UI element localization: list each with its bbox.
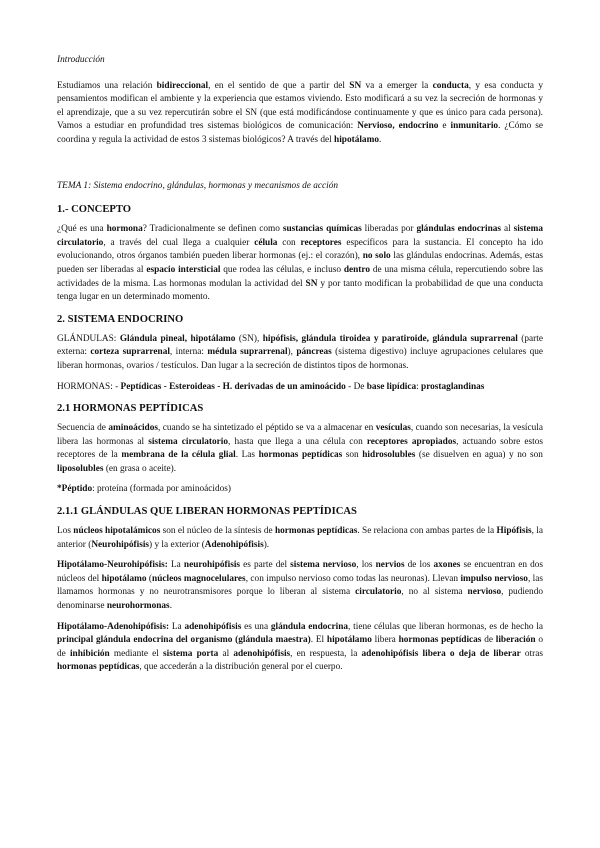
text-run: , cuando son necesarias, la vesícula libera las hormonas al bbox=[57, 423, 543, 447]
bold-term: axones bbox=[433, 560, 461, 571]
text-run: y por tanto modifican la probabilidad de que una conducta tenga lugar en un determinado momento. bbox=[57, 278, 543, 303]
text-run: , hasta que llega a una célula con bbox=[228, 436, 367, 447]
bold-term: Hipotálamo-Neurohipófisis: bbox=[57, 560, 168, 571]
text-run: Los bbox=[57, 526, 74, 537]
text-run: , interna: bbox=[169, 347, 208, 358]
bold-term: Peptídicas - Esteroideas - H. derivadas de un aminoácido bbox=[120, 381, 346, 392]
bold-term: neurohipófisis bbox=[183, 560, 241, 571]
text-run: , las llamamos hormonas y no neurotransmisores porque lo liberan al sistema bbox=[57, 573, 544, 598]
bold-term: corteza suprarrenal bbox=[90, 347, 170, 358]
bold-term: célula bbox=[254, 237, 278, 248]
text-run: La bbox=[169, 621, 185, 632]
text-run: HORMONAS: - bbox=[57, 381, 121, 392]
bold-term: adenohipófisis libera o deja de liberar bbox=[361, 648, 521, 659]
text-run: de bbox=[481, 635, 496, 646]
text-run: (sistema digestivo) incluye agrupaciones celulares que liberan hormonas, ovarios / testículos. Dan lugar a la secreción de distintos tipos de hormonas. bbox=[57, 347, 543, 371]
bold-term: Neurohipófisis bbox=[91, 539, 150, 550]
text-run: (se disuelven en agua) y no son bbox=[415, 450, 543, 461]
document-page bbox=[57, 54, 543, 675]
text-run: e bbox=[438, 121, 451, 132]
text-run: de una misma célula, repercutiendo sobre las actividades de la misma. Las hormonas modulan la actividad del bbox=[57, 264, 543, 289]
text-run: ¿Qué es una bbox=[57, 224, 107, 235]
bold-term: base lipídica bbox=[366, 381, 417, 392]
text-run: , y esa conducta y pensamientos modifican el ambiente y la experiencia que estamos viviendo. Esto modificará a su vez la secreción de hormonas y el aprendizaje, que a su vez repercutirán sobre el SN (que está modificándose continuamente y que es único para cada persona). Vamos a estudiar en profundidad tres sistemas biológicos de comunicación: bbox=[57, 80, 543, 132]
text-run: Estudiamos una relación bbox=[57, 80, 157, 91]
bold-term: sistema nervioso bbox=[290, 560, 357, 571]
text-run: . Las bbox=[235, 450, 259, 461]
text-run: , con impulso nervioso como todas las neuronas). Llevan bbox=[245, 573, 461, 584]
text-run: mediante el bbox=[109, 648, 163, 659]
bold-term: impulso nervioso bbox=[460, 573, 528, 584]
bold-term: principal glándula endocrina del organismo (glándula maestra) bbox=[57, 635, 311, 646]
text-run: . Se relaciona con ambas partes de la bbox=[357, 526, 497, 537]
text-run: . bbox=[169, 601, 173, 612]
text-run: , la anterior ( bbox=[57, 526, 544, 550]
glandulas-paragraph bbox=[57, 333, 543, 374]
text-run: , los bbox=[356, 560, 376, 571]
bold-term: Nervioso, endocrino bbox=[357, 121, 439, 132]
bold-term: hidrosolubles bbox=[362, 450, 416, 461]
bold-term: liberación bbox=[495, 635, 536, 646]
bold-term: hipotálamo bbox=[334, 134, 379, 145]
bold-term: núcleos magnocelulares bbox=[152, 573, 246, 584]
bold-term: dentro bbox=[343, 264, 371, 275]
text-run: con bbox=[277, 237, 301, 248]
text-run: ), bbox=[287, 347, 297, 358]
text-run: , no al sistema bbox=[401, 587, 468, 598]
text-run: , tiene células que liberan hormonas, es de hecho la bbox=[348, 621, 543, 632]
text-run: es una bbox=[241, 621, 271, 632]
text-run: GLÁNDULAS: bbox=[57, 333, 120, 344]
bold-term: Hipotálamo-Adenohipófisis: bbox=[57, 621, 170, 632]
text-run: ? Tradicionalmente se definen como bbox=[142, 224, 283, 235]
text-run: es parte del bbox=[240, 560, 291, 571]
intro-paragraph bbox=[57, 80, 543, 148]
text-run: específicos para la sustancia. El concepto ha ido evolucionando, otros órganos también pueden liberar hormonas (ej.: el corazón), bbox=[57, 237, 543, 262]
bold-term: bidireccional bbox=[156, 80, 209, 91]
text-run: ). bbox=[263, 539, 270, 550]
bold-term: hipotálamo bbox=[101, 573, 147, 584]
text-run: , actuando sobre estos receptores de la bbox=[57, 436, 543, 461]
peptido-note bbox=[57, 483, 543, 497]
bold-term: páncreas bbox=[296, 347, 332, 358]
text-run: , en el sentido de que a partir del bbox=[208, 80, 350, 91]
bold-term: núcleos hipotalámicos bbox=[73, 526, 161, 537]
bold-term: SN bbox=[305, 278, 318, 289]
nucleos-paragraph bbox=[57, 525, 543, 552]
bold-term: Adenohipófisis bbox=[204, 539, 264, 550]
text-run: al bbox=[501, 224, 514, 235]
peptidicas-paragraph bbox=[57, 422, 543, 476]
bold-term: sistema circulatorio bbox=[148, 436, 229, 447]
bold-term: aminoácidos bbox=[108, 423, 158, 434]
bold-term: adenohipófisis bbox=[184, 621, 242, 632]
bold-term: hormonas peptídicas bbox=[258, 450, 343, 461]
text-run: al bbox=[218, 648, 234, 659]
intro-title: Introducción bbox=[57, 55, 105, 65]
bold-term: SN bbox=[349, 80, 362, 91]
text-run: La bbox=[167, 560, 184, 571]
section-2-heading: 2. SISTEMA ENDOCRINO bbox=[57, 313, 184, 325]
bold-term: sistema porta bbox=[163, 648, 219, 659]
text-run: , pudiendo denominarse bbox=[57, 587, 544, 612]
bold-term: hormona bbox=[106, 224, 143, 235]
bold-term: Glándula pineal, hipotálamo bbox=[119, 333, 236, 344]
text-run: o de bbox=[57, 635, 543, 659]
bold-term: sistema circulatorio bbox=[57, 224, 544, 248]
text-run: : bbox=[416, 381, 422, 392]
text-run: liberadas por bbox=[361, 224, 417, 235]
section-1-heading: 1.- CONCEPTO bbox=[57, 204, 131, 216]
adenohipofisis-paragraph bbox=[57, 621, 543, 675]
bold-term: hipotálamo bbox=[326, 635, 372, 646]
bold-term: glándulas endocrinas bbox=[416, 224, 502, 235]
text-run: , que accederán a la distribución general por el cuerpo. bbox=[139, 662, 343, 673]
bold-term: médula suprarrenal bbox=[207, 347, 288, 358]
text-run: son bbox=[342, 450, 363, 461]
bold-term: inhibición bbox=[69, 648, 110, 659]
bold-term: Hipófisis bbox=[496, 526, 532, 537]
bold-term: neurohormonas bbox=[106, 601, 170, 612]
bold-term: receptores bbox=[300, 237, 342, 248]
bold-term: receptores apropiados bbox=[366, 436, 457, 447]
bold-term: membrana de la célula glial bbox=[121, 450, 236, 461]
text-run: - De bbox=[345, 381, 367, 392]
text-run: ( bbox=[146, 573, 153, 584]
text-run: . El bbox=[310, 635, 327, 646]
bold-term: nervios bbox=[375, 560, 405, 571]
bold-term: inmunitario bbox=[450, 121, 499, 132]
text-run: las glándulas endocrinas. Además, estas pueden ser liberadas al bbox=[57, 251, 543, 275]
neurohipofisis-paragraph bbox=[57, 559, 543, 613]
text-run: (en grasa o aceite). bbox=[103, 463, 177, 474]
text-run: (SN), bbox=[235, 333, 263, 344]
text-run: , cuando se ha sintetizado el péptido se va a almacenar en bbox=[157, 423, 376, 434]
text-run: (parte externa: bbox=[57, 333, 543, 358]
bold-term: hormonas peptídicas bbox=[57, 662, 140, 673]
bold-term: glándula endocrina bbox=[270, 621, 349, 632]
text-run: , a través del cual llega a cualquier bbox=[103, 237, 255, 248]
bold-term: hipófisis, glándula tiroidea y paratiroide, glándula suprarrenal bbox=[262, 333, 518, 344]
bold-term: vesículas bbox=[375, 423, 411, 434]
bold-term: no solo bbox=[362, 251, 391, 262]
section-2-1-1-heading: 2.1.1 GLÁNDULAS QUE LIBERAN HORMONAS PEPTÍDICAS bbox=[57, 506, 357, 518]
text-run: libera bbox=[371, 635, 399, 646]
text-run: Secuencia de bbox=[57, 423, 109, 434]
hormonas-paragraph bbox=[57, 381, 543, 395]
bold-term: nervioso bbox=[467, 587, 502, 598]
tema-title: TEMA 1: Sistema endocrino, glándulas, hormonas y mecanismos de acción bbox=[57, 180, 339, 191]
text-run: se encuentran en dos núcleos del bbox=[57, 560, 543, 584]
text-run: : proteína (formada por aminoácidos) bbox=[92, 484, 232, 495]
bold-term: *Péptido bbox=[57, 484, 93, 495]
text-run: son el núcleo de la síntesis de bbox=[160, 526, 275, 537]
text-run: , en respuesta, la bbox=[290, 648, 362, 659]
bold-term: hormonas peptídicas bbox=[274, 526, 358, 537]
bold-term: circulatorio bbox=[355, 587, 402, 598]
bold-term: hormonas peptídicas bbox=[398, 635, 482, 646]
text-run: otras bbox=[520, 648, 543, 659]
section-1-paragraph bbox=[57, 223, 543, 305]
text-run: que rodea las células, e incluso bbox=[220, 264, 344, 275]
bold-term: conducta bbox=[432, 80, 469, 91]
bold-term: sustancias químicas bbox=[282, 224, 362, 235]
text-run: . bbox=[378, 134, 382, 145]
bold-term: liposolubles bbox=[57, 463, 104, 474]
text-run: . ¿Cómo se coordina y regula la actividad de estos 3 sistemas biológicos? A través del bbox=[57, 121, 543, 145]
bold-term: adenohipófisis bbox=[233, 648, 291, 659]
text-run: va a emerger la bbox=[361, 80, 433, 91]
text-run: ) y la exterior ( bbox=[149, 539, 205, 550]
section-2-1-heading: 2.1 HORMONAS PEPTÍDICAS bbox=[57, 403, 204, 415]
text-run: de los bbox=[404, 560, 434, 571]
bold-term: prostaglandinas bbox=[421, 381, 485, 392]
bold-term: espacio intersticial bbox=[146, 264, 221, 275]
